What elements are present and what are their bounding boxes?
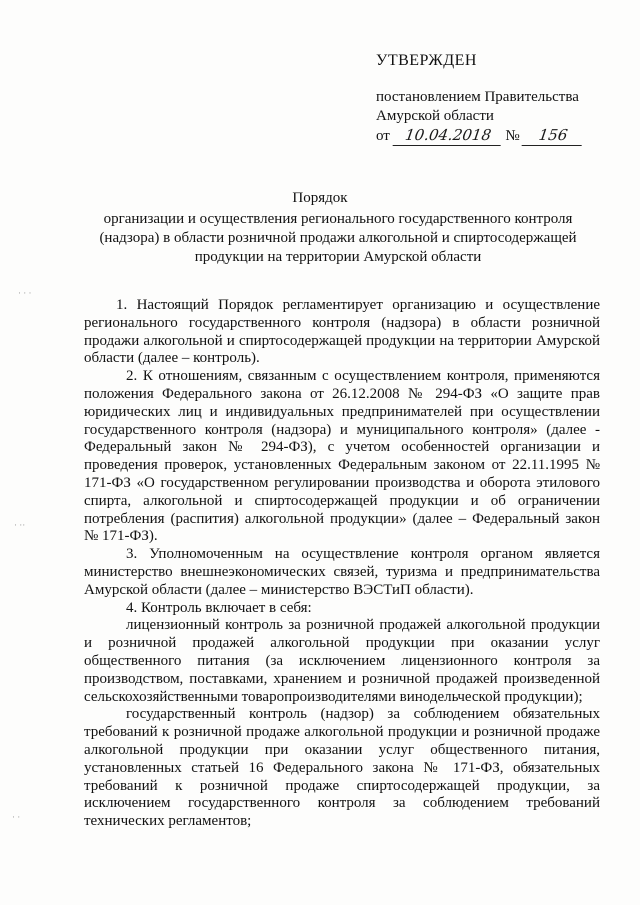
document-body	[84, 297, 600, 831]
paragraph-1: 1. Настоящий Порядок регламентирует организацию и осуществление регионального государственного контроля (надзора) в области розничной продажи алкогольной и спиртосодержащей продукции на территории Амурской области (далее – контроль).	[84, 297, 600, 367]
decree-line-2: Амурской области	[376, 108, 494, 124]
document-title: Порядок	[292, 190, 348, 206]
paragraph-4-item-1: лицензионный контроль за розничной продажей алкогольной продукции и розничной продажей алкогольной продукции при оказании услуг общественного питания (за исключением лицензионного контроля за производством, поставками, хранением и розничной продажей произведенной сельскохозяйственными товаропроизводителями винодельческой продукции);	[84, 617, 600, 705]
paragraph-3: 3. Уполномоченным на осуществление контроля органом является министерство внешнеэкономических связей, туризма и предпринимательства Амурской области (далее – министерство ВЭСТиП области).	[84, 546, 600, 598]
scan-artifact: · ·	[12, 812, 21, 822]
paragraph-4: 4. Контроль включает в себя:	[126, 599, 312, 616]
handwritten-date: 10.04.2018	[392, 126, 503, 146]
handwritten-number: 156	[522, 126, 585, 146]
approved-stamp-text: УТВЕРЖДЕН	[376, 52, 477, 69]
date-prefix: от	[376, 128, 390, 144]
document-subtitle: организации и осуществления регионального государственного контроля (надзора) в области розничной продажи алкогольной и спиртосодержащей продукции на территории Амурской области	[99, 211, 577, 265]
paragraph-4-item-2: государственный контроль (надзор) за соблюдением обязательных требований к розничной продаже алкогольной продукции и розничной продаже алкогольной продукции при оказании услуг общественного питания, установленных статьей 16 Федерального закона № 171-ФЗ, обязательных требований к розничной продаже спиртосодержащей продукции, за исключением государственного контроля за соблюдением требований технических регламентов;	[84, 706, 600, 830]
scan-artifact: · · ·	[18, 288, 32, 298]
number-prefix: №	[505, 128, 520, 144]
decree-reference	[376, 88, 583, 146]
scan-artifact: · ··	[14, 520, 26, 530]
decree-date-line	[376, 126, 583, 146]
paragraph-2: 2. К отношениям, связанным с осуществлением контроля, применяются положения Федерального закона от 26.12.2008 № 294-ФЗ «О защите прав юридических лиц и индивидуальных предпринимателей при осуществлении государственного контроля (надзора) и муниципального контроля» (далее - Федеральный закон № 294-ФЗ), с учетом особенностей организации и проведения проверок, установленных Федеральным законом от 22.11.1995 № 171-ФЗ «О государственном регулировании производства и оборота этилового спирта, алкогольной и спиртосодержащей продукции и об ограничении потребления (распития) алкогольной продукции» (далее – Федеральный закон № 171-ФЗ).	[84, 368, 600, 545]
decree-line-1: постановлением Правительства	[376, 89, 579, 105]
